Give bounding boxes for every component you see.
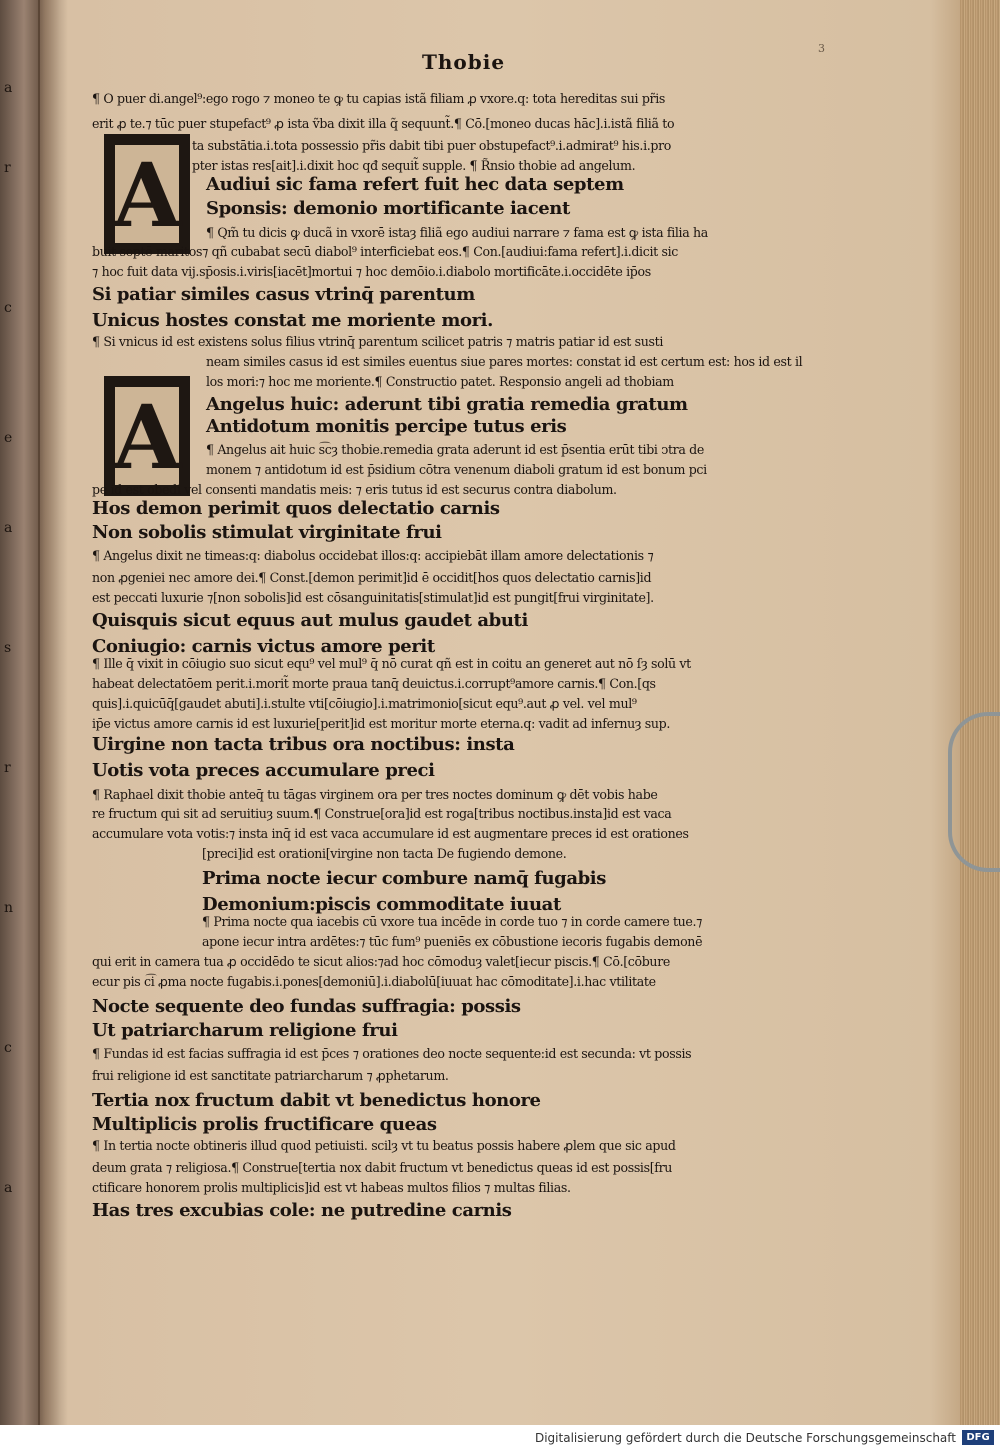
verse-line: Uirgine non tacta tribus ora noctibus: insta: [92, 734, 515, 755]
verse-line: Angelus huic: aderunt tibi gratia remedia gratum: [206, 394, 688, 415]
gloss-line: ta substātia.i.tota possessio pr̃is dabit tibi puer obstupefact⁹.i.admirat⁹ his.i.pro: [192, 138, 672, 153]
gloss-line: buit septē maritos⁊ qñ cubabat secū diabol⁹ interficiebat eos.¶ Con.[audiui:fama refert].i.dicit sic: [92, 244, 678, 259]
verse-line: Has tres excubias cole: ne putredine carnis: [92, 1200, 512, 1221]
woodcut-initial: [104, 134, 190, 254]
verse-line: Multiplicis prolis fructificare queas: [92, 1114, 437, 1135]
facing-page-fragment: s: [4, 640, 11, 656]
gloss-line: erit ꝓ te.⁊ tūc puer stupefact⁹ ꝓ ista ṽba dixit illa q̃ sequunt̃.¶ Cō.[moneo ducas hāc].i.istã filiã to: [92, 116, 675, 131]
verse-line: Antidotum monitis percipe tutus eris: [206, 416, 567, 437]
gloss-line: [preci]id est orationi[virgine non tacta De fugiendo demone.: [202, 846, 567, 861]
verse-line: Quisquis sicut equus aut mulus gaudet abuti: [92, 610, 528, 631]
verse-line: Prima nocte iecur combure namq̄ fugabis: [202, 868, 606, 889]
gloss-line: deum grata ⁊ religiosa.¶ Construe[tertia nox dabit fructum vt benedictus queas id est possis[fru: [92, 1160, 673, 1175]
gloss-line: frui religione id est sanctitate patriarcharum ⁊ ꝓphetarum.: [92, 1068, 449, 1083]
gloss-line: ¶ Raphael dixit thobie anteq̄ tu tāgas virginem ora per tres noctes dominum ꝙ dēt vobis habe: [92, 787, 658, 802]
verse-line: Audiui sic fama refert fuit hec data septem: [206, 174, 624, 195]
verse-line: Tertia nox fructum dabit vt benedictus honore: [92, 1090, 541, 1111]
verse-line: Hos demon perimit quos delectatio carnis: [92, 498, 500, 519]
gloss-line: pter istas res[ait].i.dixit hoc qđ sequit̃ supple. ¶ R̃nsio thobie ad angelum.: [192, 158, 636, 173]
running-header: Thobie: [422, 50, 506, 74]
verse-line: Coniugio: carnis victus amore perit: [92, 636, 435, 657]
woodcut-initial: [104, 376, 190, 496]
gloss-line: ¶ Angelus ait huic s͡cȝ thobie.remedia grata aderunt id est p̄sentia erūt tibi ↄtra de: [206, 442, 704, 457]
gloss-line: ¶ Angelus dixit ne timeas:q: diabolus occidebat illos:q: accipiebāt illam amore delectationis ⁊: [92, 548, 654, 563]
initial-letter: A: [112, 385, 182, 489]
facing-page-fragment: n: [4, 900, 13, 916]
gloss-line: accumulare vota votis:⁊ insta inq̄ id est vaca accumulare id est augmentare preces id est orationes: [92, 826, 689, 841]
initial-letter: A: [112, 143, 182, 247]
gloss-line: est peccati luxurie ⁊[non sobolis]id est cōsanguinitatis[stimulat]id est pungit[frui virginitate].: [92, 590, 654, 605]
gloss-line: ¶ Qm̃ tu dicis ꝙ ducã in vxorē istaȝ filiã ego audiui narrare ⁊ fama est ꝙ ista filia ha: [206, 225, 708, 240]
facing-page-fragment: c: [4, 1040, 11, 1056]
gloss-line: ecur pis c͡i ꝓma nocte fugabis.i.pones[demoniū].i.diabolū[iuuat hac cōmoditate].i.hac vtilitate: [92, 974, 656, 989]
gloss-line: ¶ O puer di.angel⁹:ego rogo ⁊ moneo te ꝙ tu capias istã filiam ꝓ vxore.q: tota hereditas sui pr̃is: [92, 91, 665, 106]
verse-line: Sponsis: demonio mortificante iacent: [206, 198, 570, 219]
facing-page-fragment: a: [4, 520, 12, 536]
gloss-line: apone iecur intra ardētes:⁊ tūc fum⁹ pueniēs ex cōbustione iecoris fugabis demonē: [202, 934, 703, 949]
facing-page-fragment: a: [4, 1180, 12, 1196]
gloss-line: los mori:⁊ hoc me moriente.¶ Constructio patet. Responsio angeli ad thobiam: [206, 374, 674, 389]
verse-line: Uotis vota preces accumulare preci: [92, 760, 435, 781]
gloss-line: ¶ In tertia nocte obtineris illud quod petiuisti. scilȝ vt tu beatus possis habere ꝓlem que sic apud: [92, 1138, 676, 1153]
verse-line: Ut patriarcharum religione frui: [92, 1020, 398, 1041]
facing-page-fragment: c: [4, 300, 11, 316]
gloss-line: ip̄e victus amore carnis id est luxurie[perit]id est moritur morte eterna.q: vadit ad infernuȝ sup.: [92, 716, 671, 731]
gloss-line: ¶ Fundas id est facias suffragia id est p̄ces ⁊ orationes deo nocte sequente:id est secunda: vt possis: [92, 1046, 692, 1061]
facing-page-edge: [0, 0, 40, 1425]
gloss-line: quis].i.quicūq̄[gaudet abuti].i.stulte vti[cōiugio].i.matrimonio[sicut equ⁹.aut ꝓ vel. vel mul⁹: [92, 696, 637, 711]
page-number-mark: 3: [818, 42, 825, 55]
book-gutter: [38, 0, 68, 1425]
gloss-line: monem ⁊ antidotum id est p̄sidium cōtra venenum diaboli gratum id est bonum pci: [206, 462, 707, 477]
verse-line: Nocte sequente deo fundas suffragia: possis: [92, 996, 521, 1017]
footer-bar: [0, 1425, 1000, 1452]
gloss-line: ¶ Si vnicus id est existens solus filius vtrinq̄ parentum scilicet patris ⁊ matris patiar id est susti: [92, 334, 664, 349]
facing-page-fragment: r: [4, 760, 10, 776]
gloss-line: ¶ Ille q̄ vixit in cōiugio suo sicut equ⁹ vel mul⁹ q̄ nō curat qñ est in coitu an generet aut nō ſȝ solū vt: [92, 656, 691, 671]
facing-page-fragment: e: [4, 430, 12, 446]
gloss-line: ¶ Prima nocte qua iacebis cū vxore tua incēde in corde tuo ⁊ in corde camere tue.⁊: [202, 914, 703, 929]
funding-notice: Digitalisierung gefördert durch die Deutsche Forschungsgemeinschaft: [534, 1431, 956, 1445]
gloss-line: non ꝓgeniei nec amore dei.¶ Const.[demon perimit]id ē occidit[hos quos delectatio carnis]id: [92, 570, 652, 585]
gloss-line: ⁊ hoc fuit data vij.sp̄osis.i.viris[iacēt]mortui ⁊ hoc demōio.i.diabolo mortificāte.i.occidēte ip̄os: [92, 264, 651, 279]
dfg-logo: DFG: [962, 1430, 994, 1445]
facing-page-fragment: r: [4, 160, 10, 176]
verse-line: Demonium:piscis commoditate iuuat: [202, 894, 561, 915]
gloss-line: qui erit in camera tua ꝓ occidēdo te sicut alios:⁊ad hoc cōmoduȝ valet[iecur piscis.¶ Cō.[cōbure: [92, 954, 670, 969]
gloss-line: ctificare honorem prolis multiplicis]id est vt habeas multos filios ⁊ multas filias.: [92, 1180, 571, 1195]
verse-line: Non sobolis stimulat virginitate frui: [92, 522, 442, 543]
gloss-line: pe id est obedi vel consenti mandatis meis: ⁊ eris tutus id est securus contra diabolum.: [92, 482, 617, 497]
verse-line: Unicus hostes constat me moriente mori.: [92, 310, 493, 331]
gloss-line: neam similes casus id est similes euentus siue pares mortes: constat id est certum est: hos id est il: [206, 354, 803, 369]
gloss-line: re fructum qui sit ad seruitiuȝ suum.¶ Construe[ora]id est roga[tribus noctibus.insta]id est vaca: [92, 806, 672, 821]
facing-page-fragment: a: [4, 80, 12, 96]
verse-line: Si patiar similes casus vtrinq̄ parentum: [92, 284, 475, 305]
book-clamp: [948, 712, 1000, 872]
gloss-line: habeat delectatōem perit.i.morit̃ morte praua tanq̄ deuictus.i.corrupt⁹amore carnis.¶ Con.[qs: [92, 676, 656, 691]
